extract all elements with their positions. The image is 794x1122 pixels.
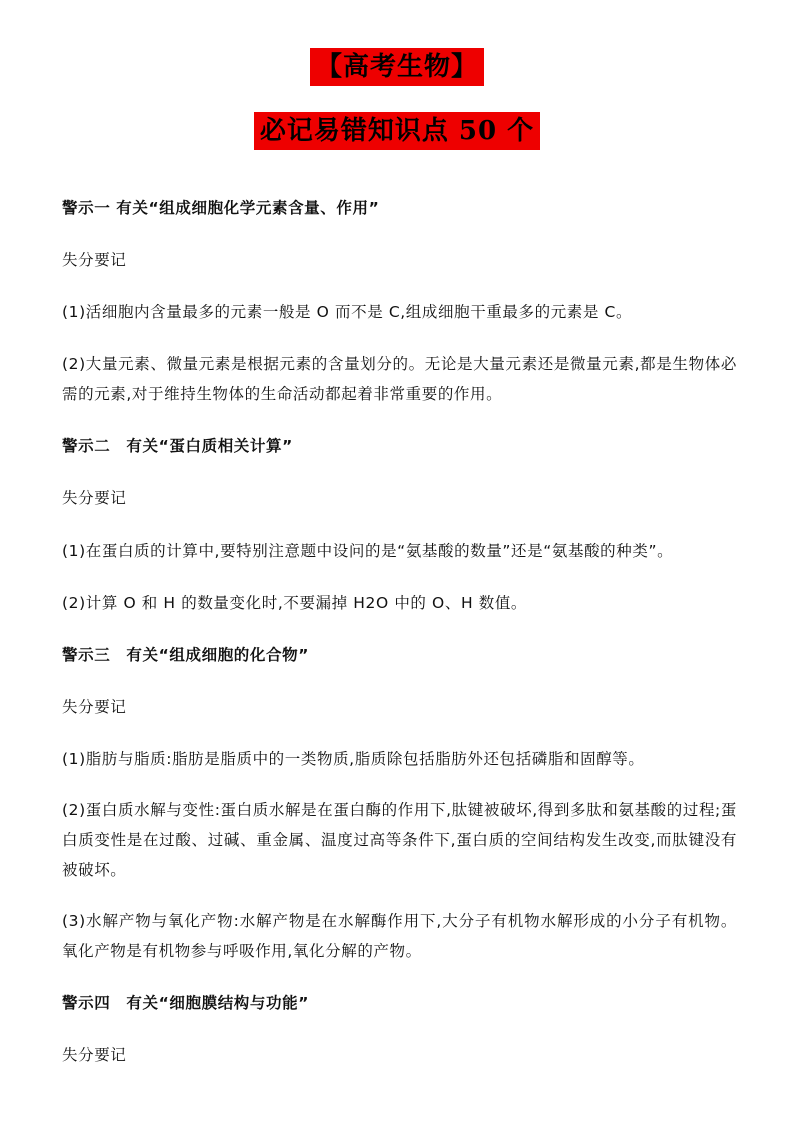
section-heading: 警示一 有关“组成细胞化学元素含量、作用” — [62, 199, 380, 217]
section-label: 失分要记 — [62, 1046, 127, 1064]
title-wrap — [0, 48, 794, 86]
section-label: 失分要记 — [62, 251, 127, 269]
section-item: (1)脂肪与脂质:脂肪是脂质中的一类物质,脂质除包括脂肪外还包括磷脂和固醇等。 — [62, 750, 645, 768]
section-item: (2)蛋白质水解与变性:蛋白质水解是在蛋白酶的作用下,肽键被破坏,得到多肽和氨基酸的过程;蛋白质变性是在过酸、过碱、重金属、温度过高等条件下,蛋白质的空间结构发生改变,而肽键没有被破坏。 — [62, 801, 737, 879]
document-subtitle: 必记易错知识点 50 个 — [254, 112, 540, 150]
section-item: (1)在蛋白质的计算中,要特别注意题中设问的是“氨基酸的数量”还是“氨基酸的种类”。 — [62, 542, 674, 560]
subtitle-wrap — [0, 112, 794, 150]
section-heading: 警示四 有关“细胞膜结构与功能” — [62, 994, 309, 1012]
section-item: (3)水解产物与氧化产物:水解产物是在水解酶作用下,大分子有机物水解形成的小分子有机物。氧化产物是有机物参与呼吸作用,氧化分解的产物。 — [62, 912, 737, 960]
section-item: (2)计算 O 和 H 的数量变化时,不要漏掉 H2O 中的 O、H 数值。 — [62, 594, 528, 612]
section-label: 失分要记 — [62, 698, 127, 716]
section-heading: 警示二 有关“蛋白质相关计算” — [62, 437, 293, 455]
document-title: 【高考生物】 — [310, 48, 484, 86]
section-heading: 警示三 有关“组成细胞的化合物” — [62, 646, 309, 664]
section-item: (1)活细胞内含量最多的元素一般是 O 而不是 C,组成细胞干重最多的元素是 C。 — [62, 303, 633, 321]
section-item: (2)大量元素、微量元素是根据元素的含量划分的。无论是大量元素还是微量元素,都是生物体必需的元素,对于维持生物体的生命活动都起着非常重要的作用。 — [62, 355, 737, 403]
section-label: 失分要记 — [62, 489, 127, 507]
